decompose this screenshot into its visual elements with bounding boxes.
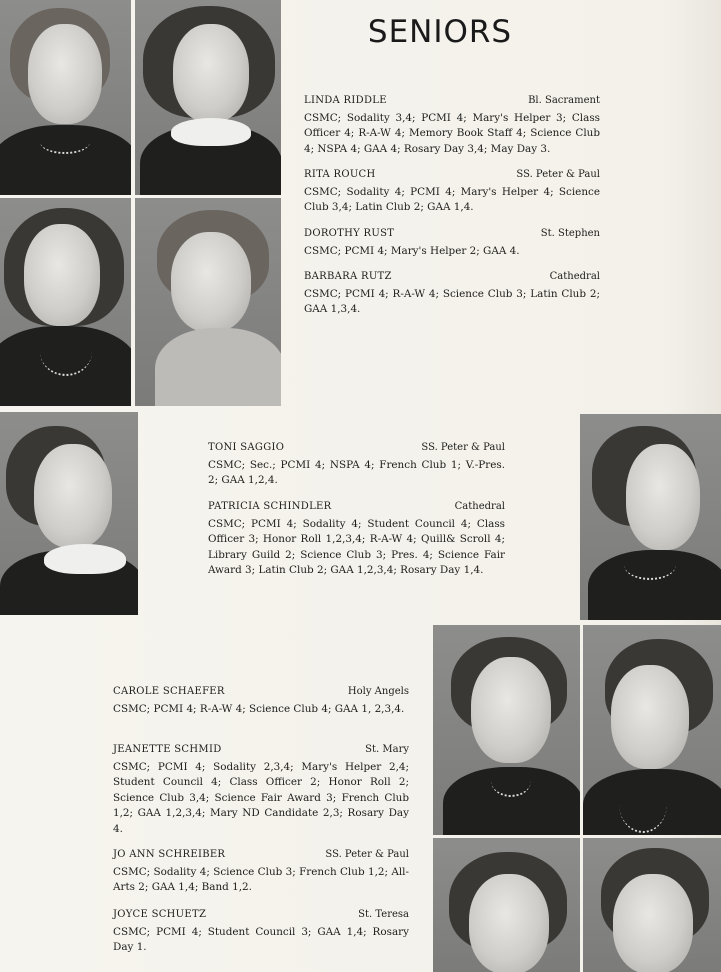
senior-name: PATRICIA SCHINDLER xyxy=(208,501,332,512)
senior-parish: Bl. Sacrament xyxy=(528,95,600,106)
senior-entry xyxy=(113,684,409,717)
senior-activities: CSMC; PCMI 4; Sodality 4; Student Council 4; Class Officer 3; Honor Roll 1,2,3,4; R-A-W 4; Quill& Scroll 4; Library Guild 2; Science Club 3; Pres. 4; Science Fair Award 3; Latin Club 2; GAA 1,2,3,4; Rosary Day 1,4. xyxy=(208,517,505,576)
senior-entry xyxy=(113,907,409,956)
senior-parish: SS. Peter & Paul xyxy=(325,849,409,860)
senior-name: TONI SAGGIO xyxy=(208,442,285,453)
senior-activities: CSMC; Sodality 3,4; PCMI 4; Mary's Helper 3; Class Officer 4; R-A-W 4; Memory Book Staff 4; Science Club 4; NSPA 4; GAA 4; Rosary Day 3,4; May Day 3. xyxy=(304,111,600,155)
senior-name: DOROTHY RUST xyxy=(304,228,395,239)
senior-photo xyxy=(580,414,721,620)
senior-entry xyxy=(113,742,409,837)
senior-name: JOYCE SCHUETZ xyxy=(113,909,207,920)
senior-parish: St. Teresa xyxy=(358,909,409,920)
senior-activities: CSMC; PCMI 4; Student Council 3; GAA 1,4; Rosary Day 1. xyxy=(113,925,409,953)
senior-name: CAROLE SCHAEFER xyxy=(113,686,225,697)
senior-parish: St. Stephen xyxy=(540,228,600,239)
senior-entry xyxy=(304,167,600,216)
senior-name: BARBARA RUTZ xyxy=(304,271,392,282)
senior-photo xyxy=(433,625,580,835)
senior-entry xyxy=(304,226,600,259)
senior-activities: CSMC; PCMI 4; R-A-W 4; Science Club 3; Latin Club 2; GAA 1,3,4. xyxy=(304,287,600,315)
page-title: SENIORS xyxy=(367,14,513,50)
senior-activities: CSMC; PCMI 4; Mary's Helper 2; GAA 4. xyxy=(304,244,520,257)
senior-parish: SS. Peter & Paul xyxy=(421,442,505,453)
senior-entry xyxy=(208,499,505,579)
senior-name: JO ANN SCHREIBER xyxy=(113,849,226,860)
senior-parish: Cathedral xyxy=(454,501,505,512)
senior-activities: CSMC; Sec.; PCMI 4; NSPA 4; French Club 1; V.-Pres. 2; GAA 1,2,4. xyxy=(208,458,505,486)
senior-parish: Holy Angels xyxy=(347,686,409,697)
senior-name: LINDA RIDDLE xyxy=(304,95,387,106)
senior-parish: St. Mary xyxy=(365,744,409,755)
senior-name: JEANETTE SCHMID xyxy=(113,744,222,755)
senior-photo xyxy=(135,198,281,406)
senior-entry xyxy=(113,847,409,896)
senior-activities: CSMC; PCMI 4; Sodality 2,3,4; Mary's Helper 2,4; Student Council 4; Class Officer 2; Honor Roll 2; Science Club 3,4; Science Fair Award 3; French Club 1,2; GAA 1,2,3,4; Mary ND Candidate 2,3; Rosary Day 4. xyxy=(113,760,409,835)
senior-photo xyxy=(583,838,721,972)
senior-entry xyxy=(304,269,600,318)
senior-name: RITA ROUCH xyxy=(304,169,376,180)
senior-photo xyxy=(0,0,131,195)
senior-entry xyxy=(208,440,505,489)
senior-photo xyxy=(135,0,281,195)
senior-photo xyxy=(0,198,131,406)
senior-activities: CSMC; Sodality 4; PCMI 4; Mary's Helper 4; Science Club 3,4; Latin Club 2; GAA 1,4. xyxy=(304,185,600,213)
senior-activities: CSMC; PCMI 4; R-A-W 4; Science Club 4; GAA 1, 2,3,4. xyxy=(113,702,405,715)
senior-photo xyxy=(583,625,721,835)
senior-photo xyxy=(0,412,138,615)
senior-photo xyxy=(433,838,580,972)
senior-activities: CSMC; Sodality 4; Science Club 3; French Club 1,2; All-Arts 2; GAA 1,4; Band 1,2. xyxy=(113,865,409,893)
senior-parish: SS. Peter & Paul xyxy=(516,169,600,180)
senior-parish: Cathedral xyxy=(549,271,600,282)
senior-entry xyxy=(304,93,600,157)
